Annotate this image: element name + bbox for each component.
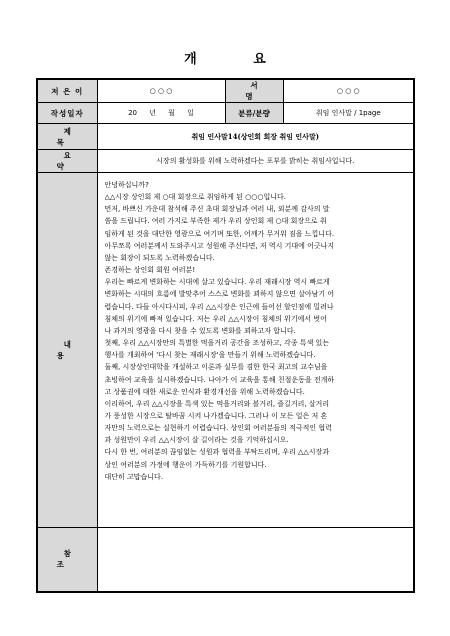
reference-row [37, 528, 414, 592]
content-line: 이리하여, 우리 △△시장을 특색 있는 먹을거리와 볼거리, 즐길거리, 살거리 [104, 399, 330, 408]
content-label: 내 용 [37, 173, 97, 528]
content-line: 초빙하여 교육을 실시하겠습니다. 나아가 이 교육을 통해 친절운동을 전개하 [104, 375, 335, 384]
reference-label: 참 조 [37, 528, 97, 592]
content-line: 렵습니다. 다들 아시다시피, 우리 △△시장은 인근에 들어선 할인점에 밀려나 [104, 302, 334, 311]
content-text [105, 179, 408, 483]
author-row [37, 79, 414, 103]
summary-row [37, 150, 414, 173]
subject-row [37, 124, 414, 150]
content-line: 나 과거의 영광을 다시 찾을 수 있도록 변화를 꾀하고자 합니다. [104, 326, 296, 335]
content-line: 아무쪼록 여러분께서 도와주시고 성원해 주신다면, 저 역시 기대에 어긋나지 [104, 241, 335, 250]
signature-value: ○ ○ ○ [283, 79, 414, 103]
content-line: 않는 회장이 되도록 노력하겠습니다. [104, 253, 215, 262]
subject-label: 제 목 [37, 124, 97, 150]
summary-label: 요 약 [37, 150, 97, 173]
content-line: 임하게 된 것을 대단한 영광으로 여기며 또한, 어깨가 무거워 짐을 느낍니다. [104, 229, 335, 238]
content-line: 대단히 고맙습니다. [104, 472, 164, 481]
date-row [37, 103, 414, 124]
content-line: △△시장 상인회 제 ○대 회장으로 취임하게 된 ○○○입니다. [104, 193, 286, 202]
category-label: 분류/분량 [225, 103, 283, 124]
content-line: 변화하는 시대의 흐름에 발맞추어 스스로 변화를 꾀하지 않으면 살아남기 어 [104, 290, 335, 299]
content-line: 우리는 빠르게 변화하는 시대에 살고 있습니다. 우리 재래시장 역시 빠르게 [104, 278, 330, 287]
content-line: 먼저, 바쁘신 가운데 참석해 주신 초대 회장님과 여러 내, 외분께 감사의 말 [104, 205, 330, 214]
category-value: 취임 인사말 / 1page [283, 103, 414, 124]
content-line: 가 풍성한 시장으로 탈바꿈 시켜 나가겠습니다. 그러나 이 모든 일은 저 혼 [104, 411, 328, 420]
content-line: 안녕하십니까? [104, 181, 149, 189]
content-line: 상인 여러분의 가정에 행운이 가득하기를 기원합니다. [104, 460, 267, 469]
content-line: 다시 한 번, 여러분의 끊임없는 성원과 협력을 부탁드리며, 우리 △△시장과 [104, 448, 330, 457]
content-line: 씀을 드립니다. 여러 가지로 부족한 제가 우리 상인회 제 ○대 회장으로 취 [104, 217, 327, 226]
signature-label: 서 명 [225, 79, 283, 103]
summary-value: 시장의 활성화를 위해 노력하겠다는 포부를 밝히는 취임사입니다. [97, 150, 414, 173]
content-row [37, 173, 414, 528]
subject-value: 취임 인사말14(상인회 회장 취임 인사말) [97, 124, 414, 150]
content-line: 침체의 위기에 빠져 있습니다. 저는 우리 △△시장이 침체의 위기에서 벗어 [104, 314, 327, 323]
content-line: 자만의 노력으로는 실현하기 어렵습니다. 상인회 여러분들의 적극적인 협력 [104, 424, 332, 433]
reference-value [97, 528, 414, 592]
author-value: ○ ○ ○ [97, 79, 225, 103]
content-body [97, 173, 414, 528]
page-title: 개 요 [184, 52, 292, 67]
content-line: 과 성원만이 우리 △△시장이 살 길이라는 것을 기억하십시오. [104, 436, 289, 445]
content-line: 존경하는 상인회 회원 여러분! [104, 266, 196, 275]
content-line: 행사를 개최하여 '다시 찾는 재래시장'을 만들기 위해 노력하겠습니다. [104, 351, 316, 360]
date-value: 20 년 월 일 [97, 103, 225, 124]
content-line: 둘째, 시장상인대학을 개설하고 이론과 실무를 겸한 한국 최고의 교수님을 [104, 363, 328, 372]
content-line: 고 상품권에 대한 새로운 인식과 환경개선을 위해 노력하겠습니다. [104, 387, 305, 396]
author-label: 저 은 이 [37, 79, 97, 103]
content-line: 첫째, 우리 △△시장만의 특별한 먹을거리 공간을 조성하고, 각종 특색 있는 [104, 339, 330, 348]
date-label: 작성일자 [37, 103, 97, 124]
document-form-table [36, 78, 415, 593]
